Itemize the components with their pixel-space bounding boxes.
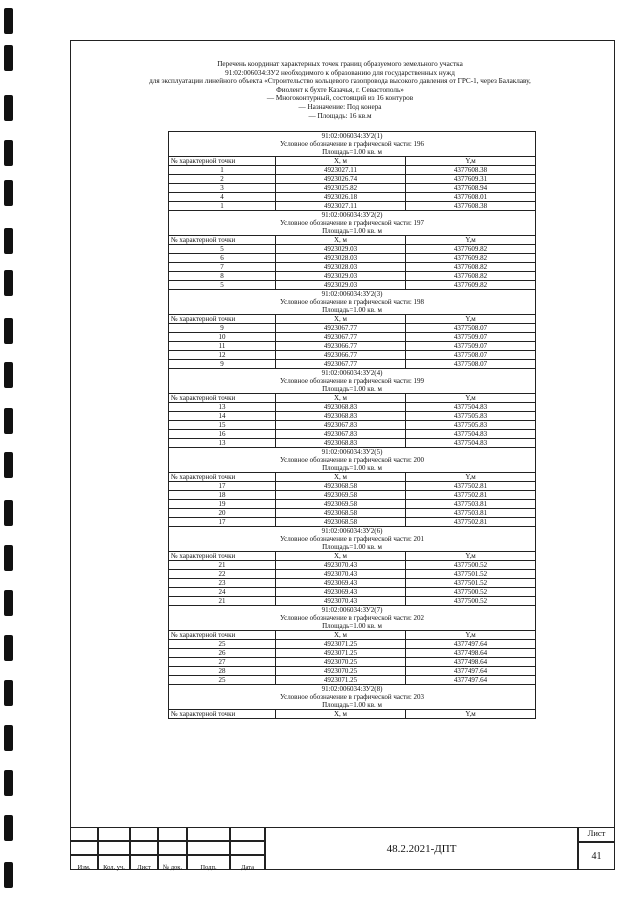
binding-hole xyxy=(4,680,13,706)
point-number-cell: 5 xyxy=(169,281,276,290)
x-coordinate-cell: 4923070.43 xyxy=(276,597,406,606)
x-coordinate-cell: 4923068.58 xyxy=(276,482,406,491)
x-coordinate-cell: 4923027.11 xyxy=(276,166,406,175)
document-code: 48.2.2021-ДПТ xyxy=(386,843,457,855)
section-header-cell: Условное обозначение в графической части: 197 xyxy=(169,219,536,227)
point-number-cell: 14 xyxy=(169,412,276,421)
x-coordinate-cell: 4923069.58 xyxy=(276,500,406,509)
column-header-row xyxy=(169,631,536,640)
point-number-cell: 25 xyxy=(169,676,276,685)
header-line: Перечень координат характерных точек границ образуемого земельного участка xyxy=(217,60,463,68)
section-header-row xyxy=(169,140,536,148)
table-row xyxy=(169,403,536,412)
coordinates-table xyxy=(168,131,536,719)
column-header: Y,м xyxy=(406,394,536,403)
column-header: Y,м xyxy=(406,631,536,640)
y-coordinate-cell: 4377508.07 xyxy=(406,360,536,369)
section-header-row xyxy=(169,606,536,615)
table-row xyxy=(169,333,536,342)
section-header-cell: 91:02:006034:ЗУ2(7) xyxy=(169,606,536,615)
point-number-cell: 15 xyxy=(169,421,276,430)
y-coordinate-cell: 4377498.64 xyxy=(406,658,536,667)
table-row xyxy=(169,430,536,439)
table-row xyxy=(169,263,536,272)
y-coordinate-cell: 4377497.64 xyxy=(406,640,536,649)
section-header-cell: Условное обозначение в графической части: 202 xyxy=(169,614,536,622)
x-coordinate-cell: 4923071.25 xyxy=(276,676,406,685)
column-header-row xyxy=(169,473,536,482)
section-header-row xyxy=(169,464,536,473)
stamp-label: № док. xyxy=(162,864,183,871)
section-header-cell: 91:02:006034:ЗУ2(2) xyxy=(169,211,536,220)
column-header: X, м xyxy=(276,552,406,561)
y-coordinate-cell: 4377608.38 xyxy=(406,166,536,175)
point-number-cell: 13 xyxy=(169,439,276,448)
binding-hole xyxy=(4,140,13,166)
binding-hole xyxy=(4,270,13,296)
section-header-cell: Условное обозначение в графической части: 201 xyxy=(169,535,536,543)
section-header-cell: Площадь=1.00 кв. м xyxy=(169,385,536,394)
section-header-cell: Условное обозначение в графической части: 200 xyxy=(169,456,536,464)
binding-hole xyxy=(4,95,13,121)
table-row xyxy=(169,597,536,606)
y-coordinate-cell: 4377498.64 xyxy=(406,649,536,658)
x-coordinate-cell: 4923068.58 xyxy=(276,518,406,527)
stamp-grid-cell xyxy=(230,841,265,855)
y-coordinate-cell: 4377609.82 xyxy=(406,281,536,290)
binding-hole xyxy=(4,862,13,888)
section-header-row xyxy=(169,227,536,236)
point-number-cell: 1 xyxy=(169,202,276,211)
section-header-row xyxy=(169,148,536,157)
section-header-cell: Площадь=1.00 кв. м xyxy=(169,543,536,552)
y-coordinate-cell: 4377502.81 xyxy=(406,491,536,500)
point-number-cell: 19 xyxy=(169,500,276,509)
x-coordinate-cell: 4923029.03 xyxy=(276,272,406,281)
section-header-row xyxy=(169,385,536,394)
stamp-grid-cell xyxy=(70,841,98,855)
y-coordinate-cell: 4377609.82 xyxy=(406,245,536,254)
table-row xyxy=(169,360,536,369)
point-number-cell: 20 xyxy=(169,509,276,518)
x-coordinate-cell: 4923025.82 xyxy=(276,184,406,193)
stamp-grid-cell xyxy=(70,827,98,841)
column-header: № характерной точки xyxy=(169,552,276,561)
x-coordinate-cell: 4923071.25 xyxy=(276,649,406,658)
title-block xyxy=(70,827,615,870)
stamp-grid-cell xyxy=(130,841,158,855)
table-row xyxy=(169,588,536,597)
column-header: X, м xyxy=(276,631,406,640)
point-number-cell: 26 xyxy=(169,649,276,658)
binding-hole xyxy=(4,408,13,434)
y-coordinate-cell: 4377608.38 xyxy=(406,202,536,211)
column-header: № характерной точки xyxy=(169,157,276,166)
section-header-cell: 91:02:006034:ЗУ2(5) xyxy=(169,448,536,457)
table-row xyxy=(169,509,536,518)
section-header-row xyxy=(169,535,536,543)
section-header-cell: 91:02:006034:ЗУ2(4) xyxy=(169,369,536,378)
point-number-cell: 17 xyxy=(169,518,276,527)
column-header: № характерной точки xyxy=(169,473,276,482)
column-header-row xyxy=(169,236,536,245)
table-row xyxy=(169,667,536,676)
document-header xyxy=(110,60,570,120)
y-coordinate-cell: 4377608.94 xyxy=(406,184,536,193)
x-coordinate-cell: 4923067.77 xyxy=(276,324,406,333)
section-header-row xyxy=(169,219,536,227)
table-row xyxy=(169,640,536,649)
table-row xyxy=(169,254,536,263)
binding-hole xyxy=(4,815,13,841)
section-header-row xyxy=(169,622,536,631)
y-coordinate-cell: 4377502.81 xyxy=(406,482,536,491)
x-coordinate-cell: 4923070.25 xyxy=(276,667,406,676)
table-row xyxy=(169,561,536,570)
table-row xyxy=(169,439,536,448)
binding-hole xyxy=(4,452,13,478)
x-coordinate-cell: 4923028.03 xyxy=(276,263,406,272)
table-row xyxy=(169,324,536,333)
x-coordinate-cell: 4923069.43 xyxy=(276,579,406,588)
column-header: Y,м xyxy=(406,710,536,719)
table-row xyxy=(169,175,536,184)
x-coordinate-cell: 4923069.58 xyxy=(276,491,406,500)
stamp-grid-cell xyxy=(158,827,187,841)
y-coordinate-cell: 4377501.52 xyxy=(406,570,536,579)
area-note: — Площадь: 16 кв.м xyxy=(308,111,372,120)
column-header-row xyxy=(169,157,536,166)
y-coordinate-cell: 4377500.52 xyxy=(406,597,536,606)
column-header-row xyxy=(169,710,536,719)
column-header: X, м xyxy=(276,236,406,245)
section-header-cell: Условное обозначение в графической части: 203 xyxy=(169,693,536,701)
x-coordinate-cell: 4923066.77 xyxy=(276,351,406,360)
x-coordinate-cell: 4923027.11 xyxy=(276,202,406,211)
column-header: Y,м xyxy=(406,236,536,245)
section-header-cell: Условное обозначение в графической части: 199 xyxy=(169,377,536,385)
y-coordinate-cell: 4377509.07 xyxy=(406,333,536,342)
section-header-cell: 91:02:006034:ЗУ2(3) xyxy=(169,290,536,299)
y-coordinate-cell: 4377503.81 xyxy=(406,500,536,509)
y-coordinate-cell: 4377504.83 xyxy=(406,430,536,439)
y-coordinate-cell: 4377504.83 xyxy=(406,439,536,448)
section-header-row xyxy=(169,132,536,141)
section-header-row xyxy=(169,377,536,385)
column-header: № характерной точки xyxy=(169,236,276,245)
binding-hole xyxy=(4,45,13,71)
column-header: Y,м xyxy=(406,315,536,324)
point-number-cell: 16 xyxy=(169,430,276,439)
x-coordinate-cell: 4923068.58 xyxy=(276,509,406,518)
section-header-cell: Площадь=1.00 кв. м xyxy=(169,464,536,473)
column-header: X, м xyxy=(276,394,406,403)
binding-hole xyxy=(4,228,13,254)
stamp-grid-cell xyxy=(230,827,265,841)
section-header-row xyxy=(169,685,536,694)
column-header: X, м xyxy=(276,157,406,166)
table-row xyxy=(169,412,536,421)
binding-hole xyxy=(4,500,13,526)
stamp-grid-cell xyxy=(98,827,130,841)
column-header-row xyxy=(169,315,536,324)
table-row xyxy=(169,676,536,685)
point-number-cell: 3 xyxy=(169,184,276,193)
point-number-cell: 13 xyxy=(169,403,276,412)
stamp-grid-cell xyxy=(187,827,230,841)
section-header-cell: 91:02:006034:ЗУ2(6) xyxy=(169,527,536,536)
column-header-row xyxy=(169,394,536,403)
binding-hole xyxy=(4,635,13,661)
point-number-cell: 8 xyxy=(169,272,276,281)
point-number-cell: 10 xyxy=(169,333,276,342)
point-number-cell: 12 xyxy=(169,351,276,360)
y-coordinate-cell: 4377500.52 xyxy=(406,588,536,597)
section-header-row xyxy=(169,369,536,378)
x-coordinate-cell: 4923068.83 xyxy=(276,403,406,412)
x-coordinate-cell: 4923068.83 xyxy=(276,412,406,421)
section-header-cell: Площадь=1.00 кв. м xyxy=(169,622,536,631)
table-row xyxy=(169,193,536,202)
x-coordinate-cell: 4923028.03 xyxy=(276,254,406,263)
point-number-cell: 27 xyxy=(169,658,276,667)
table-row xyxy=(169,245,536,254)
x-coordinate-cell: 4923068.83 xyxy=(276,439,406,448)
column-header: X, м xyxy=(276,710,406,719)
point-number-cell: 2 xyxy=(169,175,276,184)
table-row xyxy=(169,518,536,527)
y-coordinate-cell: 4377608.82 xyxy=(406,272,536,281)
point-number-cell: 21 xyxy=(169,597,276,606)
section-header-row xyxy=(169,543,536,552)
table-row xyxy=(169,649,536,658)
table-row xyxy=(169,281,536,290)
x-coordinate-cell: 4923069.43 xyxy=(276,588,406,597)
x-coordinate-cell: 4923070.43 xyxy=(276,561,406,570)
point-number-cell: 18 xyxy=(169,491,276,500)
point-number-cell: 11 xyxy=(169,342,276,351)
binding-hole xyxy=(4,725,13,751)
table-row xyxy=(169,482,536,491)
column-header: Y,м xyxy=(406,473,536,482)
section-header-row xyxy=(169,693,536,701)
y-coordinate-cell: 4377608.01 xyxy=(406,193,536,202)
section-header-row xyxy=(169,306,536,315)
table-row xyxy=(169,351,536,360)
y-coordinate-cell: 4377608.82 xyxy=(406,263,536,272)
binding-hole xyxy=(4,318,13,344)
table-row xyxy=(169,500,536,509)
sheet-number: 41 xyxy=(591,851,602,862)
section-header-row xyxy=(169,211,536,220)
table-row xyxy=(169,166,536,175)
section-header-cell: Площадь=1.00 кв. м xyxy=(169,306,536,315)
x-coordinate-cell: 4923029.03 xyxy=(276,281,406,290)
table-row xyxy=(169,491,536,500)
section-header-row xyxy=(169,298,536,306)
y-coordinate-cell: 4377502.81 xyxy=(406,518,536,527)
binding-hole xyxy=(4,8,13,34)
section-header-cell: 91:02:006034:ЗУ2(1) xyxy=(169,132,536,141)
x-coordinate-cell: 4923067.77 xyxy=(276,360,406,369)
point-number-cell: 7 xyxy=(169,263,276,272)
y-coordinate-cell: 4377503.81 xyxy=(406,509,536,518)
x-coordinate-cell: 4923070.43 xyxy=(276,570,406,579)
multi-contour-note: — Многоконтурный, состоящий из 16 контуров xyxy=(266,94,414,103)
section-header-row xyxy=(169,701,536,710)
column-header: Y,м xyxy=(406,157,536,166)
x-coordinate-cell: 4923026.74 xyxy=(276,175,406,184)
column-header: № характерной точки xyxy=(169,710,276,719)
purpose-note: — Назначение: Под конера xyxy=(298,102,382,111)
coordinates-table-body xyxy=(169,132,536,719)
binding-hole xyxy=(4,180,13,206)
y-coordinate-cell: 4377508.07 xyxy=(406,324,536,333)
point-number-cell: 21 xyxy=(169,561,276,570)
stamp-grid-cell xyxy=(187,841,230,855)
stamp-label: Дата xyxy=(241,864,254,871)
binding-holes xyxy=(0,0,20,905)
sheet-label: Лист xyxy=(587,828,606,838)
column-header: № характерной точки xyxy=(169,315,276,324)
point-number-cell: 28 xyxy=(169,667,276,676)
table-row xyxy=(169,421,536,430)
point-number-cell: 9 xyxy=(169,360,276,369)
header-line: для эксплуатации линейного объекта «Строительство кольцевого газопровода высокого давления от ГРС-1, через Балаклаву, xyxy=(149,77,531,86)
section-header-cell: Условное обозначение в графической части: 198 xyxy=(169,298,536,306)
table-row xyxy=(169,184,536,193)
table-row xyxy=(169,342,536,351)
section-header-cell: Условное обозначение в графической части: 196 xyxy=(169,140,536,148)
stamp-grid-cell xyxy=(98,841,130,855)
stamp-label: Подп. xyxy=(200,864,217,871)
header-line: 91:02:006034:ЗУ2 необходимого к образованию для государственных нужд xyxy=(225,68,455,77)
table-row xyxy=(169,579,536,588)
stamp-grid-cell xyxy=(130,827,158,841)
section-header-row xyxy=(169,456,536,464)
binding-hole xyxy=(4,362,13,388)
stamp-label: Изм. xyxy=(77,864,91,871)
y-coordinate-cell: 4377497.64 xyxy=(406,667,536,676)
point-number-cell: 23 xyxy=(169,579,276,588)
y-coordinate-cell: 4377501.52 xyxy=(406,579,536,588)
y-coordinate-cell: 4377609.82 xyxy=(406,254,536,263)
point-number-cell: 1 xyxy=(169,166,276,175)
column-header: X, м xyxy=(276,315,406,324)
x-coordinate-cell: 4923067.77 xyxy=(276,333,406,342)
y-coordinate-cell: 4377505.83 xyxy=(406,412,536,421)
header-line: Фиолент к бухте Казачья, г. Севастополь» xyxy=(276,85,404,94)
point-number-cell: 5 xyxy=(169,245,276,254)
table-row xyxy=(169,272,536,281)
section-header-cell: Площадь=1.00 кв. м xyxy=(169,227,536,236)
x-coordinate-cell: 4923029.03 xyxy=(276,245,406,254)
section-header-row xyxy=(169,527,536,536)
x-coordinate-cell: 4923067.83 xyxy=(276,421,406,430)
point-number-cell: 17 xyxy=(169,482,276,491)
point-number-cell: 22 xyxy=(169,570,276,579)
column-header: № характерной точки xyxy=(169,394,276,403)
point-number-cell: 6 xyxy=(169,254,276,263)
table-row xyxy=(169,658,536,667)
y-coordinate-cell: 4377509.07 xyxy=(406,342,536,351)
point-number-cell: 24 xyxy=(169,588,276,597)
y-coordinate-cell: 4377497.64 xyxy=(406,676,536,685)
x-coordinate-cell: 4923071.25 xyxy=(276,640,406,649)
point-number-cell: 4 xyxy=(169,193,276,202)
y-coordinate-cell: 4377609.31 xyxy=(406,175,536,184)
x-coordinate-cell: 4923067.83 xyxy=(276,430,406,439)
section-header-cell: Площадь=1.00 кв. м xyxy=(169,701,536,710)
x-coordinate-cell: 4923026.18 xyxy=(276,193,406,202)
table-row xyxy=(169,202,536,211)
column-header-row xyxy=(169,552,536,561)
column-header: № характерной точки xyxy=(169,631,276,640)
y-coordinate-cell: 4377500.52 xyxy=(406,561,536,570)
y-coordinate-cell: 4377504.83 xyxy=(406,403,536,412)
x-coordinate-cell: 4923066.77 xyxy=(276,342,406,351)
column-header: Y,м xyxy=(406,552,536,561)
table-row xyxy=(169,570,536,579)
stamp-label: Кол. уч. xyxy=(103,864,125,871)
column-header: X, м xyxy=(276,473,406,482)
section-header-cell: 91:02:006034:ЗУ2(8) xyxy=(169,685,536,694)
stamp-grid-cell xyxy=(158,841,187,855)
section-header-cell: Площадь=1.00 кв. м xyxy=(169,148,536,157)
stamp-label: Лист xyxy=(137,864,151,871)
x-coordinate-cell: 4923070.25 xyxy=(276,658,406,667)
section-header-row xyxy=(169,614,536,622)
point-number-cell: 25 xyxy=(169,640,276,649)
y-coordinate-cell: 4377505.83 xyxy=(406,421,536,430)
point-number-cell: 9 xyxy=(169,324,276,333)
binding-hole xyxy=(4,590,13,616)
section-header-row xyxy=(169,448,536,457)
y-coordinate-cell: 4377508.07 xyxy=(406,351,536,360)
section-header-row xyxy=(169,290,536,299)
binding-hole xyxy=(4,545,13,571)
binding-hole xyxy=(4,770,13,796)
